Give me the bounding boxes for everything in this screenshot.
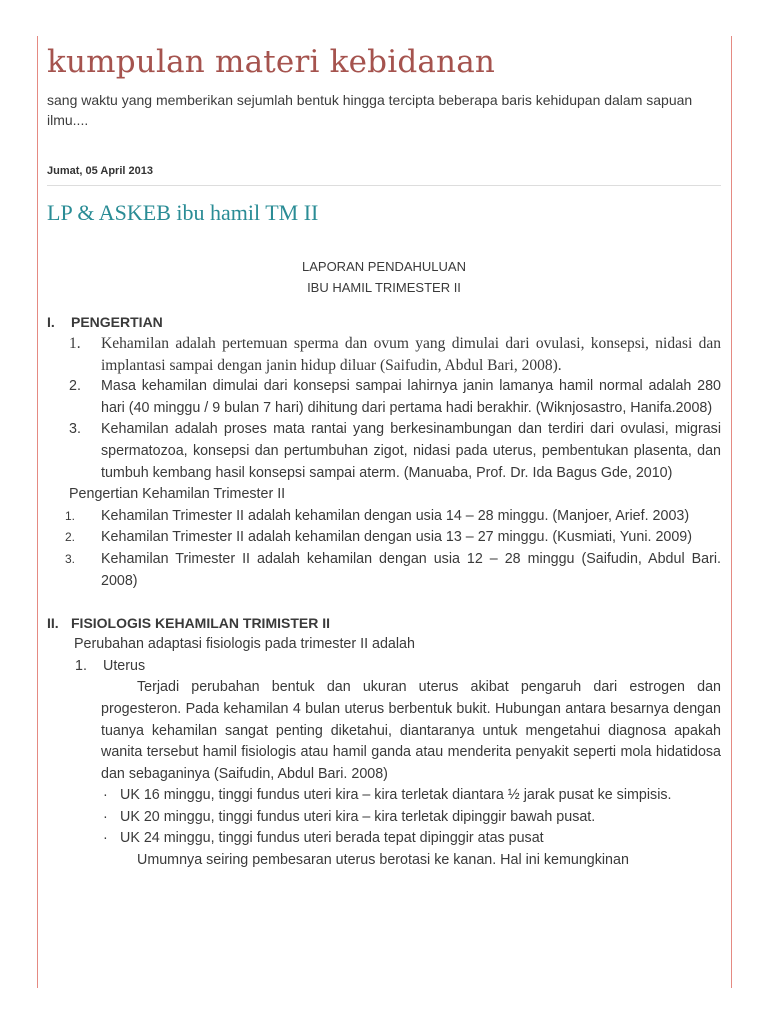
list-item [47,333,721,376]
list-item [47,506,721,528]
uterus-paragraph [47,677,721,785]
section-1-number: I. [47,314,55,330]
post-date: Jumat, 05 April 2013 [47,165,153,177]
blog-page [47,40,721,872]
list-item-number: 1. [75,657,87,674]
list-item-text: Kehamilan Trimester II adalah kehamilan dengan usia 14 – 28 minggu. (Manjoer, Arief. 2003) [101,507,690,524]
list-item [47,376,721,419]
section-2-heading [47,613,721,634]
list-item-number: 1. [65,508,76,523]
list-item [47,828,721,850]
rotation-paragraph-text: Umumnya seiring pembesaran uterus berotasi ke kanan. Hal ini kemungkinan [137,852,629,869]
list-item-text: UK 16 minggu, tinggi fundus uteri kira – kira terletak diantara ½ jarak pusat ke simpisis. [120,787,672,804]
section-1-title: PENGERTIAN [71,314,163,330]
blog-title[interactable]: kumpulan materi kebidanan [47,44,496,80]
list-item-number: 3. [65,551,76,566]
list-item [47,785,721,807]
bullet-icon: · [103,787,108,804]
left-border-line [37,36,38,988]
list-item-text: Kehamilan Trimester II adalah kehamilan dengan usia 12 – 28 minggu (Saifudin, Abdul Bari. 2008) [101,550,721,589]
report-heading-line2: IBU HAMIL TRIMESTER II [307,280,461,295]
section-2-number: II. [47,615,59,632]
uterus-paragraph-text: Terjadi perubahan bentuk dan ukuran uterus akibat pengaruh dari estrogen dan progesteron. Pada kehamilan 4 bulan uterus berbentuk bukit. Hubungan antara besarnya dengan tuanya kehamilan sangat penting diketahui, diantaranya untuk mengetahui diagnosa apakah wanita tersebut hamil fisiologis atau hamil ganda atau menderita penyakit seperti mola hidatidosa dan sebaganinya (Saifudin, Abdul Bari. 2008) [101,679,721,782]
list-item-text: Uterus [103,657,146,674]
subsection-title: Pengertian Kehamilan Trimester II [69,486,286,503]
list-item-text: Kehamilan adalah proses mata rantai yang berkesinambungan dan terdiri dari ovulasi, migrasi spermatozoa, konsepsi dan pertumbuhan zigot, nidasi pada uterus, pembentukan plasenta, dan tumbuh kembang hasil konsepsi sampai aterm. (Manuaba, Prof. Dr. Ida Bagus Gde, 2010) [101,421,721,481]
list-item-text: Kehamilan Trimester II adalah kehamilan dengan usia 13 – 27 minggu. (Kusmiati, Yuni. 2009) [101,529,693,546]
list-item-number: 2. [69,378,81,395]
post-title[interactable]: LP & ASKEB ibu hamil TM II [47,200,319,225]
list-item [47,549,721,592]
list-item [47,419,721,484]
list-item [47,656,721,678]
list-item-number: 1. [69,335,81,352]
date-divider [47,185,721,186]
list-item-number: 2. [65,530,76,545]
bullet-icon: · [103,808,108,825]
rotation-paragraph [47,850,721,872]
list-item [47,807,721,829]
list-item-text: UK 24 minggu, tinggi fundus uteri berada tepat dipinggir atas pusat [120,830,544,847]
report-heading-line1: LAPORAN PENDAHULUAN [302,259,466,274]
list-item-text: UK 20 minggu, tinggi fundus uteri kira – kira terletak dipinggir bawah pusat. [120,808,596,825]
section-2-title: FISIOLOGIS KEHAMILAN TRIMISTER II [71,615,330,632]
section-2-intro: Perubahan adaptasi fisiologis pada trimester II adalah [74,636,415,653]
post-body [47,256,721,872]
list-item [47,527,721,549]
bullet-icon: · [103,830,108,847]
blog-description: sang waktu yang memberikan sejumlah bentuk hingga tercipta beberapa baris kehidupan dalam sapuan ilmu.... [47,92,693,128]
section-1-heading [47,312,721,333]
list-item-text: Masa kehamilan dimulai dari konsepsi sampai lahirnya janin lamanya hamil normal adalah 280 hari (40 minggu / 9 bulan 7 hari) dihitung dari pertama hadi berakhir. (Wiknjosastro, Hanifa.2008) [101,378,721,416]
list-item-text: Kehamilan adalah pertemuan sperma dan ovum yang dimulai dari ovulasi, konsepsi, nidasi dan implantasi sampai dengan janin hidup diluar (Saifudin, Abdul Bari, 2008). [101,335,721,374]
right-border-line [731,36,732,988]
report-heading [47,256,721,298]
list-item-number: 3. [69,421,81,438]
